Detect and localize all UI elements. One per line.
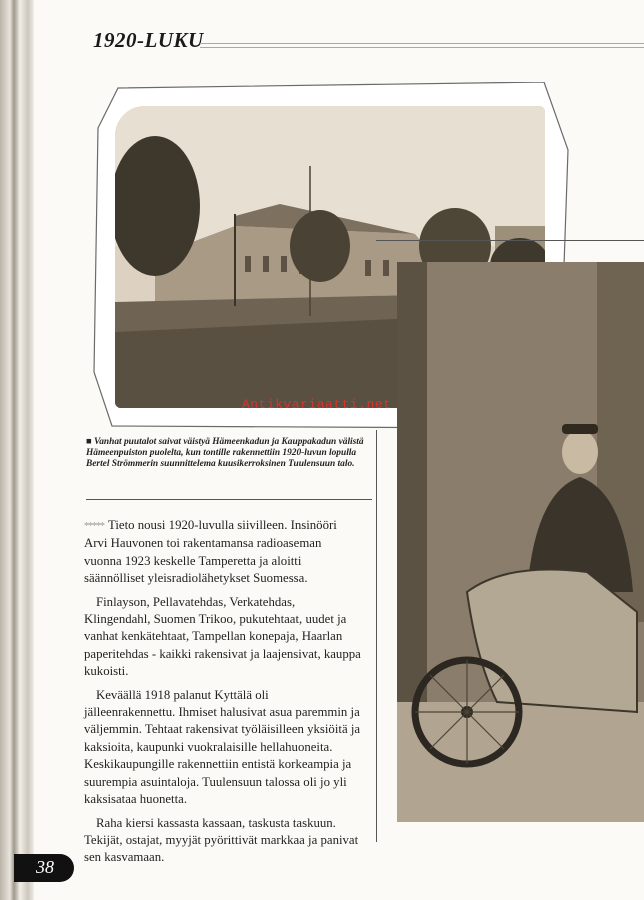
paragraph: Raha kiersi kassasta kassaan, taskusta taskuun. Tekijät, ostajat, myyjät pyörittivät markkaa ja panivat sen kasvamaan. bbox=[84, 815, 359, 865]
book-spine bbox=[0, 0, 36, 900]
watermark-text: Antikvariaatti.net bbox=[242, 397, 392, 412]
page-number: 38 bbox=[36, 857, 54, 877]
header-rule bbox=[200, 43, 644, 48]
caption-text: Vanhat puutalot saivat väistyä Hämeenkadun ja Kauppakadun välistä Hämeenpuiston puolelta, kun tontille rakennettiin 1920-luvun lopulla Bertel Strömmerin suunnittelema kuusikerroksinen Tuulensuun talo. bbox=[86, 437, 364, 469]
paragraph-text: Tieto nousi 1920-luvulla siivilleen. Insinööri Arvi Hauvonen toi rakentamansa radioaseman vuonna 1923 keskelle Tamperetta ja aloitti säännölliset yleisradiolähetykset Suomessa. bbox=[84, 518, 337, 586]
paragraph bbox=[84, 517, 362, 588]
man-with-sidecar-photo bbox=[397, 262, 644, 822]
chapter-title: 1920-LUKU bbox=[93, 28, 204, 52]
paragraph: Finlayson, Pellavatehdas, Verkatehdas, Klingendahl, Suomen Trikoo, pukutehtaat, uudet ja vanhat kenkätehtaat, Tampellan konepaja, Haarlan paperitehdas - kaikki rakensivat ja laajensivat, kauppa kukoisti. bbox=[84, 594, 361, 679]
photo-caption: ■ Vanhat puutalot saivat väistyä Hämeenkadun ja Kauppakadun välistä Hämeenpuiston puolelta, kun tontille rakennettiin 1920-luvun lopulla Bertel Strömmerin suunnittelema kuusikerroksinen Tuulensuun talo. bbox=[86, 437, 364, 469]
article-body bbox=[84, 517, 362, 873]
paragraph: Keväällä 1918 palanut Kyttälä oli jälleenrakennettu. Ihmiset halusivat asua paremmin ja väljemmin. Tehtaat rakensivat työläisilleen yksiöitä ja kaksioita, kaupunki vuokralaisille hellahuoneita. Keskikaupungille rakennettiin entistä korkeampia ja suurempia asuintaloja. Tuulensuun talossa oli jo yli kaksisataa huonetta. bbox=[84, 687, 361, 807]
caption-divider bbox=[86, 499, 372, 500]
stars-ornament: ***** bbox=[84, 521, 104, 532]
